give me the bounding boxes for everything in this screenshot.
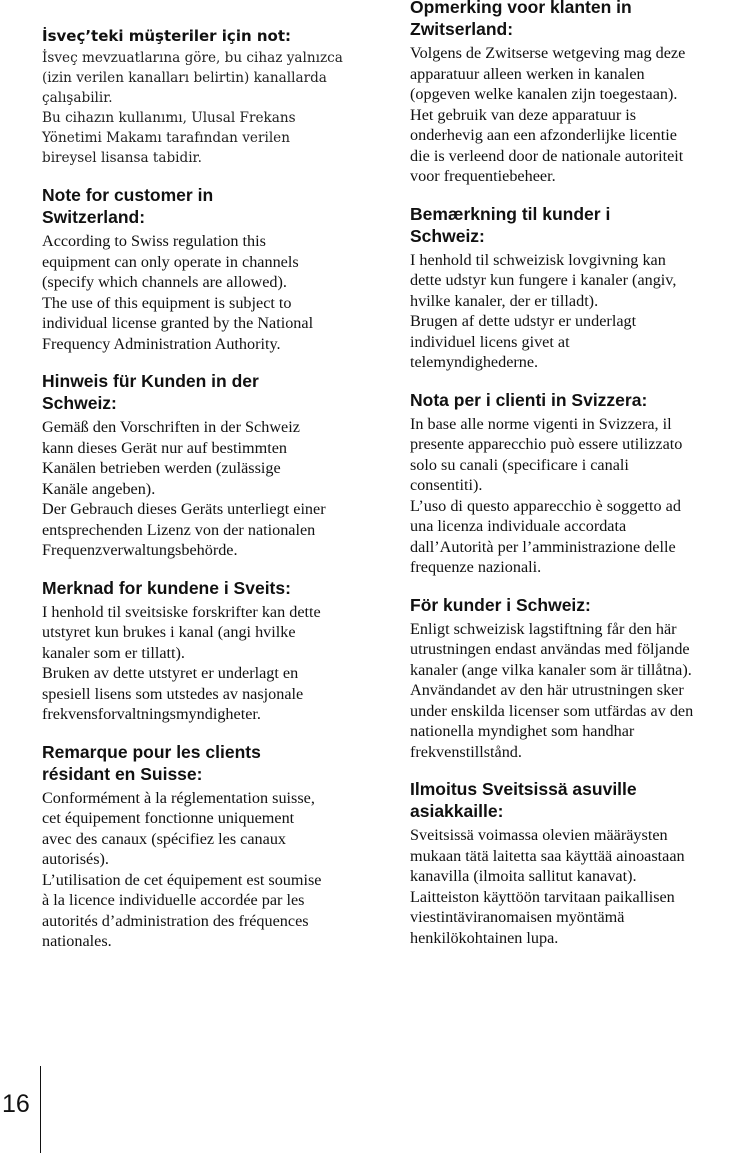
notice-swedish [410,594,732,763]
text-line: telemyndighederne. [410,353,539,371]
right-column [410,0,732,964]
text-line: According to Swiss regulation this [42,232,266,250]
section-heading: Merknad for kundene i Sveits: [42,577,291,598]
text-line: under enskilda licenser som utfärdas av den [410,701,694,720]
text-line: una licenza individuale accordata [410,517,627,535]
text-line: kann dieses Gerät nur auf bestimmten [42,438,287,457]
text-line: dette udstyr kun fungere i kanaler (angiv, [410,271,677,289]
text-line: utrustningen endast användas med följande [410,640,690,658]
text-line: mukaan tätä laitetta saa käyttää ainoastaan [410,846,685,865]
left-column [42,26,368,968]
text-line: individual license granted by the National [42,314,314,332]
text-line: Volgens de Zwitserse wetgeving mag deze [410,44,686,62]
text-line: Bu cihazın kullanımı, Ulusal Frekans [42,110,296,126]
text-line: apparatuur alleen werken in kanalen [410,64,645,83]
text-line: kanavilla (ilmoita sallitut kanavat). [410,867,637,885]
notice-norwegian [42,577,368,725]
text-line: çalışabilir. [42,90,113,106]
text-line: frekvenstillstånd. [410,742,522,761]
text-line: Frequenzverwaltungsbehörde. [42,541,238,559]
text-line: Bruken av dette utstyret er underlagt en [42,664,299,682]
notice-german [42,370,368,561]
text-line: Laitteiston käyttöön tarvitaan paikallisen [410,887,675,906]
section-heading: Ilmoitus Sveitsissä asuville asiakkaille: [410,779,637,821]
text-line: İsveç mevzuatlarına göre, bu cihaz yalnızca [42,50,343,66]
text-line: Gemäß den Vorschriften in der Schweiz [42,418,300,436]
section-body [42,231,368,354]
section-heading: Opmerking voor klanten in Zwitserland: [410,0,632,39]
text-line: I henhold til sveitsiske forskrifter kan dette [42,602,321,621]
text-line: spesiell lisens som utstedes av nasjonale [42,684,304,703]
text-line: L’utilisation de cet équipement est soumise [42,870,322,889]
section-heading: Bemærkning til kunder i Schweiz: [410,203,611,246]
text-line: autorisés). [42,850,109,868]
notice-english [42,184,368,354]
text-line: bireysel lisansa tabidir. [42,150,202,166]
text-line: kanaler som er tillatt). [42,643,185,662]
notice-dutch [410,0,732,187]
text-line: Enligt schweizisk lagstiftning får den här [410,619,677,638]
text-line: In base alle norme vigenti in Svizzera, il [410,414,672,433]
section-heading: För kunder i Schweiz: [410,594,591,615]
text-line: onderhevig aan een afzonderlijke licentie [410,126,677,144]
notice-italian [410,389,732,578]
text-line: hvilke kanaler, der er tilladt). [410,291,599,310]
text-line: avec des canaux (spécifiez les canaux [42,829,287,848]
text-line: die is verleend door de nationale autoriteit [410,146,684,165]
section-body [410,43,732,187]
text-line: (specify which channels are allowed). [42,273,287,291]
text-line: Yönetimi Makamı tarafından verilen [42,130,290,146]
text-line: nationales. [42,932,112,950]
text-line: Frequency Administration Authority. [42,334,281,353]
section-heading: Hinweis für Kunden in der Schweiz: [42,371,259,413]
section-body [42,602,368,725]
notice-turkish [42,26,368,168]
text-line: L’uso di questo apparecchio è soggetto ad [410,496,681,515]
text-line: Sveitsissä voimassa olevien määräysten [410,826,668,844]
section-body [42,417,368,561]
section-heading: İsveç’teki müşteriler için not: [42,27,292,45]
section-heading: Note for customer in Switzerland: [42,185,214,227]
text-line: The use of this equipment is subject to [42,293,292,312]
text-line: dall’Autorità per l’amministrazione delle [410,537,676,556]
text-line: frekvensforvaltningsmyndigheter. [42,705,261,723]
section-body [410,825,732,948]
text-line: equipment can only operate in channels [42,252,299,271]
text-line: nationella myndighet som handhar [410,722,635,740]
text-line: presente apparecchio può essere utilizzato [410,435,683,453]
text-line: individuel licens givet at [410,332,570,351]
text-line: Het gebruik van deze apparatuur is [410,105,637,124]
text-line: (opgeven welke kanalen zijn toegestaan). [410,85,678,103]
notice-finnish [410,778,732,948]
section-body [42,48,368,168]
section-body [42,788,368,952]
page-number-divider [40,1066,41,1153]
text-line: Kanälen betrieben werden (zulässige [42,459,281,477]
section-heading: Remarque pour les clients résidant en Suisse: [42,741,261,784]
text-line: à la licence individuelle accordée par les [42,891,305,909]
text-line: viestintäviranomaisen myöntämä [410,908,625,926]
text-line: henkilökohtainen lupa. [410,928,559,947]
text-line: Conformément à la réglementation suisse, [42,788,315,807]
text-line: solo su canali (specificare i canali [410,455,629,474]
notice-danish [410,203,732,373]
text-line: voor frequentiebeheer. [410,167,556,185]
text-line: Der Gebrauch dieses Geräts unterliegt einer [42,500,326,518]
section-body [410,250,732,373]
text-line: kanaler (ange vilka kanaler som är tillåtna). [410,660,692,679]
section-heading: Nota per i clienti in Svizzera: [410,389,648,410]
text-line: Användandet av den här utrustningen sker [410,681,684,699]
notice-french [42,741,368,952]
text-line: utstyret kun brukes i kanal (angi hvilke [42,623,296,641]
text-line: (izin verilen kanalları belirtin) kanallarda [42,70,327,86]
page-number: 16 [2,1090,30,1118]
text-line: frequenze nazionali. [410,558,542,576]
text-line: cet équipement fonctionne uniquement [42,809,295,827]
text-line: entsprechenden Lizenz von der nationalen [42,520,316,539]
text-line: autorités d’administration des fréquences [42,911,309,930]
text-line: Brugen af dette udstyr er underlagt [410,312,637,330]
section-body [410,619,732,763]
text-line: Kanäle angeben). [42,479,156,498]
section-body [410,414,732,578]
text-line: I henhold til schweizisk lovgivning kan [410,250,666,269]
text-line: consentiti). [410,476,483,494]
